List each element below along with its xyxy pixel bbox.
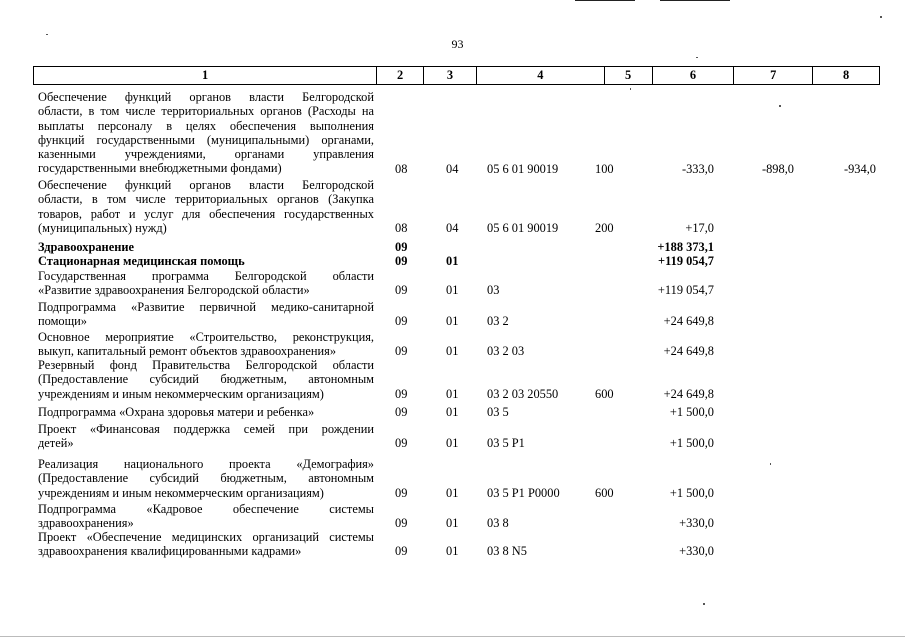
cell-expense-type: 600 (595, 386, 614, 401)
row-name-line: учреждениям и иным некоммерческим организациям) (38, 386, 324, 401)
row-name-line: выкуп, капитальный ремонт объектов здравоохранения» (38, 344, 337, 359)
cell-podrazdel: 01 (446, 283, 459, 298)
table-header (33, 66, 880, 85)
cell-amount-col8: -934,0 (843, 161, 876, 176)
cell-expense-type: 600 (595, 485, 614, 500)
cell-target-article: 03 5 (487, 405, 509, 419)
cell-razdel: 08 (395, 220, 408, 235)
row-name (38, 90, 374, 176)
cell-razdel: 09 (395, 254, 408, 268)
cell-amount-col6: +119 054,7 (657, 283, 714, 298)
cell-razdel: 09 (395, 386, 408, 401)
cell-amount-col6: +1 500,0 (669, 436, 714, 451)
row-name-line: выплаты персоналу в целях обеспечения выполнения (38, 118, 374, 133)
cell-target-article: 03 5 P1 (487, 436, 525, 451)
row-name-line: Здравоохранение (38, 240, 134, 254)
row-name-line: здравоохранения квалифицированными кадрами» (38, 544, 302, 559)
cell-amount-col6: -333,0 (681, 161, 714, 176)
cell-razdel: 09 (395, 314, 408, 329)
cell-podrazdel: 01 (446, 254, 459, 268)
cell-podrazdel: 01 (446, 314, 459, 329)
row-name-line: функций государственными (муниципальными) органами, (38, 132, 374, 147)
scan-speck (770, 463, 771, 465)
row-name (38, 254, 374, 268)
row-name-line: Подпрограмма «Охрана здоровья матери и ребенка» (38, 405, 315, 419)
page-number: 93 (451, 37, 464, 51)
cell-podrazdel: 01 (446, 485, 459, 500)
cell-amount-col6: +1 500,0 (669, 405, 714, 419)
cell-target-article: 03 2 03 20550 (487, 386, 559, 401)
header-col-3: 3 (424, 67, 477, 84)
cell-razdel: 08 (395, 161, 408, 176)
row-name-line: помощи» (38, 314, 87, 329)
scan-speck (46, 34, 48, 35)
row-name-line: Проект «Обеспечение медицинских организаций системы (38, 530, 374, 544)
header-col-8: 8 (842, 68, 850, 82)
cell-razdel: 09 (395, 240, 408, 254)
cell-amount-col6: +24 649,8 (663, 344, 714, 359)
row-name-line: Резервный фонд Правительства Белгородской области (38, 358, 374, 372)
cell-target-article: 03 2 03 (487, 344, 525, 359)
cell-razdel: 09 (395, 344, 408, 359)
row-name (38, 457, 374, 500)
row-name (38, 530, 374, 559)
row-name (38, 502, 374, 531)
cell-amount-col6: +330,0 (679, 544, 714, 559)
cell-target-article: 03 5 P1 P0000 (487, 485, 560, 500)
cell-podrazdel: 01 (446, 544, 459, 559)
scan-speck (696, 57, 698, 58)
scan-speck (779, 105, 781, 107)
cell-razdel: 09 (395, 405, 408, 419)
row-name-line: государственными внебюджетными фондами) (38, 161, 282, 176)
cell-razdel: 09 (395, 544, 408, 559)
cell-amount-col6: +24 649,8 (663, 314, 714, 329)
cell-target-article: 03 8 N5 (487, 544, 527, 559)
row-name-line: Реализация национального проекта «Демография» (38, 457, 374, 471)
cell-amount-col6: +17,0 (685, 220, 714, 235)
row-name-line: (Предоставление субсидий бюджетным, автономным (38, 372, 374, 387)
row-name-line: области, в том числе территориальных органов (Закупка (38, 192, 374, 207)
cell-podrazdel: 04 (446, 220, 459, 235)
cell-razdel: 09 (395, 516, 408, 531)
cell-expense-type: 200 (595, 220, 614, 235)
row-name-line: товаров, работ и услуг для обеспечения государственных (38, 206, 374, 221)
cell-target-article: 03 8 (487, 516, 509, 531)
scan-speck (880, 16, 882, 18)
cell-target-article: 05 6 01 90019 (487, 161, 559, 176)
row-name (38, 300, 374, 329)
scan-speck (630, 88, 631, 90)
scan-speck (703, 603, 705, 605)
scan-top-edge (575, 0, 635, 1)
header-col-6: 6 (653, 67, 735, 84)
cell-target-article: 05 6 01 90019 (487, 220, 559, 235)
cell-podrazdel: 01 (446, 386, 459, 401)
scan-bottom-edge (0, 636, 905, 637)
scan-top-edge (660, 0, 730, 1)
header-col-2: 2 (377, 67, 424, 84)
row-name-line: Основное мероприятие «Строительство, реконструкция, (38, 330, 374, 344)
row-name (38, 269, 374, 298)
row-name-line: Подпрограмма «Развитие первичной медико-санитарной (38, 300, 374, 314)
row-name (38, 358, 374, 401)
cell-amount-col6: +330,0 (679, 516, 714, 531)
row-name (38, 405, 374, 419)
row-name-line: Государственная программа Белгородской области (38, 269, 374, 283)
row-name-line: (Предоставление субсидий бюджетным, автономным (38, 471, 374, 486)
cell-amount-col6: +188 373,1 (657, 240, 714, 254)
cell-amount-col6: +119 054,7 (658, 254, 714, 268)
cell-podrazdel: 04 (446, 161, 459, 176)
cell-amount-col6: +24 649,8 (663, 386, 714, 401)
cell-podrazdel: 01 (446, 516, 459, 531)
header-col-4: 4 (477, 67, 605, 84)
row-name (38, 422, 374, 451)
cell-podrazdel: 01 (446, 405, 459, 419)
cell-target-article: 03 (487, 283, 500, 298)
cell-razdel: 09 (395, 485, 408, 500)
cell-expense-type: 100 (595, 161, 614, 176)
cell-target-article: 03 2 (487, 314, 509, 329)
header-col-1: 1 (34, 67, 377, 84)
row-name-line: (муниципальных) нужд) (38, 220, 167, 235)
cell-amount-col7: -898,0 (761, 161, 794, 176)
cell-amount-col6: +1 500,0 (669, 485, 714, 500)
row-name-line: Подпрограмма «Кадровое обеспечение системы (38, 502, 374, 516)
row-name (38, 178, 374, 235)
cell-razdel: 09 (395, 436, 408, 451)
header-col-5: 5 (605, 67, 653, 84)
row-name-line: детей» (38, 436, 74, 451)
row-name (38, 330, 374, 359)
cell-podrazdel: 01 (446, 436, 459, 451)
cell-razdel: 09 (395, 283, 408, 298)
row-name-line: Стационарная медицинская помощь (38, 254, 245, 268)
row-name-line: Обеспечение функций органов власти Белгородской (38, 178, 374, 192)
cell-podrazdel: 01 (446, 344, 459, 359)
row-name (38, 240, 374, 254)
row-name-line: «Развитие здравоохранения Белгородской области» (38, 283, 310, 298)
row-name-line: учреждениям и иным некоммерческим организациям) (38, 485, 324, 500)
row-name-line: области, в том числе территориальных органов (Расходы на (38, 104, 374, 119)
row-name-line: Обеспечение функций органов власти Белгородской (38, 90, 374, 104)
row-name-line: Проект «Финансовая поддержка семей при рождении (38, 422, 374, 436)
header-col-7: 7 (734, 67, 813, 84)
row-name-line: казенными учреждениями, органами управления (38, 147, 374, 162)
row-name-line: здравоохранения» (38, 516, 134, 531)
